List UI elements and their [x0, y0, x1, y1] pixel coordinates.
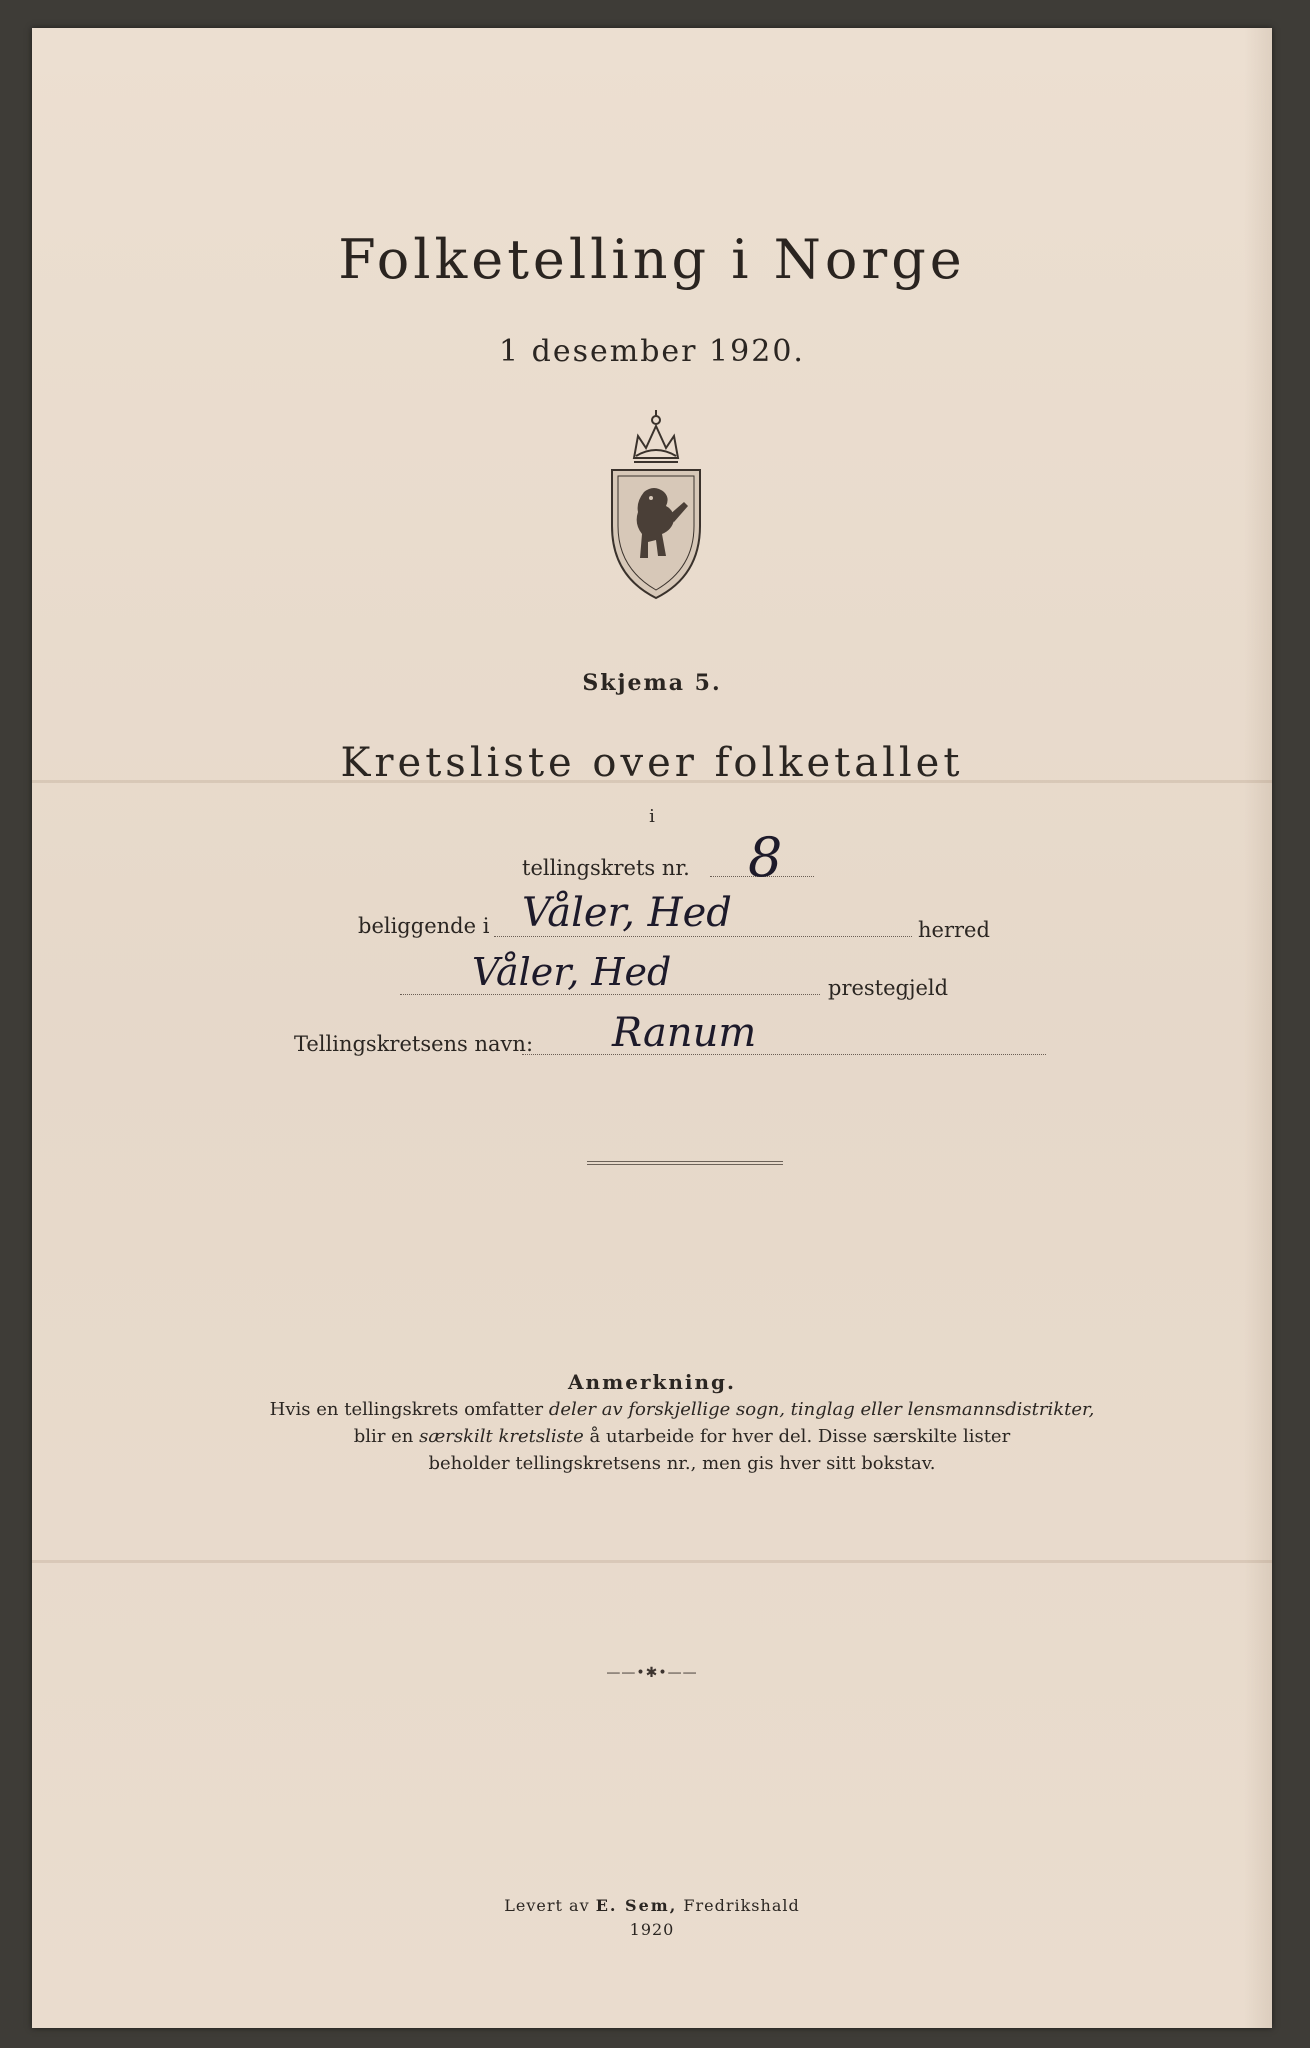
- krets-number-row: [522, 856, 690, 880]
- note-text: Hvis en tellingskrets omfatter: [269, 1399, 549, 1420]
- printer-prefix: Levert av: [504, 1896, 596, 1915]
- navn-value: Ranum: [612, 1010, 757, 1056]
- document-title: Folketelling i Norge: [338, 228, 966, 291]
- note-text-italic: særskilt kretsliste: [419, 1426, 584, 1447]
- printer-name: E. Sem,: [595, 1896, 678, 1915]
- herred-row: [918, 918, 990, 942]
- beliggende-line: [494, 936, 912, 937]
- beliggende-label: beliggende i: [358, 914, 490, 938]
- note-text: blir en: [353, 1426, 420, 1447]
- krets-number-value: 8: [748, 826, 783, 889]
- census-form-sheet: [32, 28, 1272, 2028]
- prestegjeld-row: [828, 976, 948, 1000]
- beliggende-label-row: [358, 914, 489, 938]
- form-heading: Kretsliste over folketallet: [340, 740, 964, 786]
- krets-number-label: tellingskrets nr.: [522, 856, 690, 880]
- printer-place: Fredrikshald: [677, 1896, 800, 1915]
- note-line-1: [232, 1396, 1132, 1423]
- navn-row: [294, 1032, 533, 1056]
- fold-line: [32, 1560, 1272, 1563]
- beliggende-value: Våler, Hed: [522, 890, 732, 936]
- navn-line: [522, 1054, 1046, 1055]
- schema-number: Skjema 5.: [582, 670, 722, 696]
- note-title: Anmerkning.: [568, 1370, 736, 1394]
- note-line-3: beholder tellingskretsens nr., men gis hver sitt bokstav.: [428, 1453, 936, 1474]
- printer-year: 1920: [629, 1920, 675, 1939]
- herred-label: herred: [918, 918, 990, 942]
- norwegian-coat-of-arms-icon: [604, 406, 708, 606]
- heading-preposition: i: [649, 806, 655, 827]
- document-date: 1 desember 1920.: [499, 334, 805, 369]
- paper-edge: [1244, 28, 1272, 2028]
- note-line-2: [232, 1423, 1132, 1450]
- note-text-italic: deler av forskjellige sogn, tinglag eller lensmannsdistrikter,: [548, 1399, 1095, 1420]
- prestegjeld-value: Våler, Hed: [472, 950, 672, 994]
- ornament-divider: ——•✱•——: [606, 1665, 698, 1681]
- section-divider: [587, 1161, 783, 1165]
- prestegjeld-label: prestegjeld: [828, 976, 949, 1000]
- prestegjeld-line: [400, 994, 820, 995]
- printer-credit: [32, 1896, 1272, 1915]
- navn-label: Tellingskretsens navn:: [294, 1032, 534, 1056]
- note-text: å utarbeide for hver del. Disse særskilte lister: [583, 1426, 1011, 1447]
